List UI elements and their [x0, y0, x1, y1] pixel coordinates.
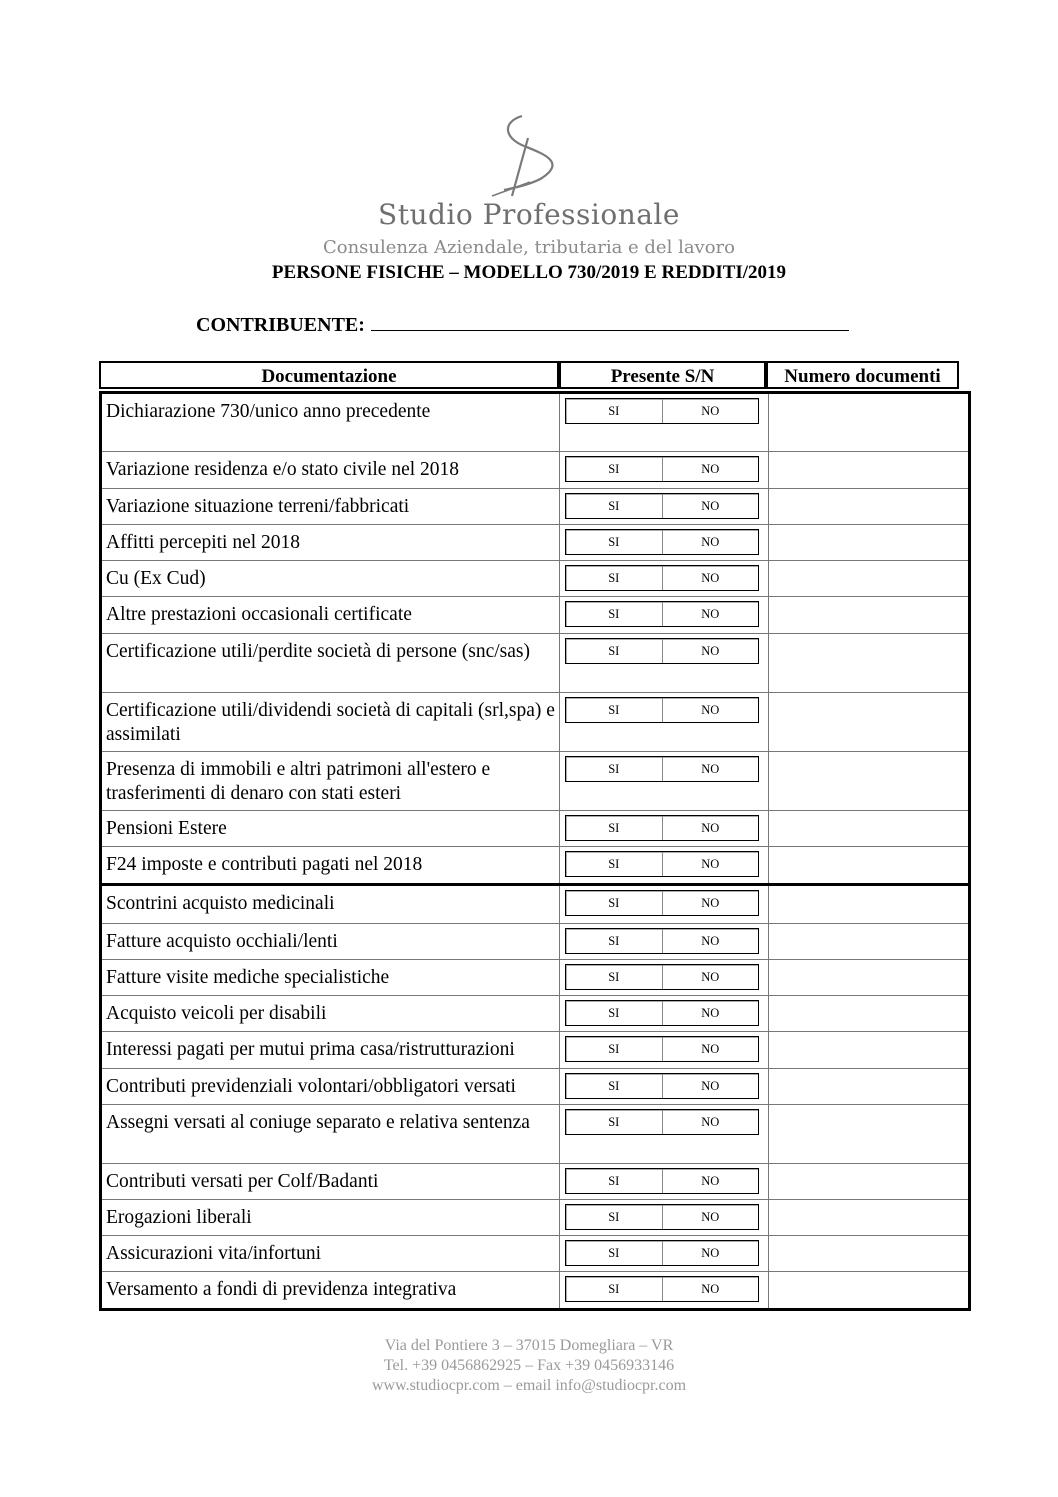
numero-documenti-cell[interactable] — [769, 597, 968, 633]
no-option[interactable]: NO — [701, 1174, 720, 1188]
no-option[interactable]: NO — [701, 1079, 720, 1093]
no-option[interactable]: NO — [701, 1042, 720, 1056]
si-no-selector — [565, 964, 759, 990]
document-label: Certificazione utili/dividendi società di capitali (srl,spa) e assimilati — [102, 693, 560, 751]
document-label: Cu (Ex Cud) — [102, 561, 560, 596]
presente-cell — [560, 752, 769, 810]
presente-cell — [560, 525, 769, 560]
no-option[interactable]: NO — [701, 1115, 720, 1129]
si-option[interactable]: SI — [566, 757, 663, 781]
table-row — [102, 1104, 968, 1163]
document-label: Affitti percepiti nel 2018 — [102, 525, 560, 560]
document-label: Scontrini acquisto medicinali — [102, 886, 560, 923]
document-label: Assegni versati al coniuge separato e relativa sentenza — [102, 1105, 560, 1163]
no-option[interactable]: NO — [701, 1282, 720, 1296]
si-no-selector — [565, 398, 759, 424]
si-no-selector — [565, 638, 759, 664]
table-row — [102, 995, 968, 1031]
si-option[interactable]: SI — [566, 1001, 663, 1025]
no-option[interactable]: NO — [701, 462, 720, 476]
numero-documenti-cell[interactable] — [769, 960, 968, 995]
no-option[interactable]: NO — [701, 970, 720, 984]
document-title: PERSONE FISICHE – MODELLO 730/2019 E REDDITI/2019 — [271, 262, 787, 283]
table-group — [99, 886, 971, 1311]
studio-name: Studio Professionale — [378, 198, 680, 231]
si-option[interactable]: SI — [566, 602, 663, 626]
document-label: Dichiarazione 730/unico anno precedente — [102, 394, 560, 451]
no-option[interactable]: NO — [701, 607, 720, 621]
si-no-selector — [565, 1000, 759, 1026]
numero-documenti-cell[interactable] — [769, 847, 968, 883]
document-label: Pensioni Estere — [102, 811, 560, 846]
table-row — [102, 751, 968, 810]
si-option[interactable]: SI — [566, 639, 663, 663]
si-option[interactable]: SI — [566, 399, 663, 423]
table-row — [102, 1068, 968, 1104]
no-option[interactable]: NO — [701, 896, 720, 910]
si-no-selector — [565, 1168, 759, 1194]
studio-subtitle: Consulenza Aziendale, tributaria e del lavoro — [322, 237, 735, 258]
si-no-selector — [565, 928, 759, 954]
table-row — [102, 810, 968, 846]
no-option[interactable]: NO — [701, 934, 720, 948]
presente-cell — [560, 597, 769, 633]
document-label: Variazione situazione terreni/fabbricati — [102, 489, 560, 524]
no-option[interactable]: NO — [701, 535, 720, 549]
si-no-selector — [565, 756, 759, 782]
document-label: Contributi versati per Colf/Badanti — [102, 1164, 560, 1199]
document-label: Interessi pagati per mutui prima casa/ristrutturazioni — [102, 1032, 560, 1068]
si-no-selector — [565, 1204, 759, 1230]
no-option[interactable]: NO — [701, 762, 720, 776]
document-label: Presenza di immobili e altri patrimoni all'estero e trasferimenti di denaro con stati esteri — [102, 752, 560, 810]
footer — [0, 1336, 1058, 1396]
si-option[interactable]: SI — [566, 566, 663, 590]
presente-cell — [560, 561, 769, 596]
no-option[interactable]: NO — [701, 1006, 720, 1020]
no-option[interactable]: NO — [701, 499, 720, 513]
table-row — [102, 488, 968, 524]
numero-documenti-cell[interactable] — [769, 752, 968, 810]
table-row — [102, 1235, 968, 1271]
document-label: Fatture visite mediche specialistiche — [102, 960, 560, 995]
no-option[interactable]: NO — [701, 571, 720, 585]
table-row — [102, 923, 968, 959]
numero-documenti-cell[interactable] — [769, 996, 968, 1031]
table-row — [102, 692, 968, 751]
no-option[interactable]: NO — [701, 644, 720, 658]
table-row — [102, 560, 968, 596]
si-no-selector — [565, 815, 759, 841]
table-body — [99, 391, 971, 1311]
presente-cell — [560, 693, 769, 751]
document-label: Erogazioni liberali — [102, 1200, 560, 1235]
contribuente-input-line[interactable] — [371, 312, 849, 331]
documentation-table — [99, 361, 971, 1311]
numero-documenti-cell[interactable] — [769, 634, 968, 692]
presente-cell — [560, 847, 769, 883]
presente-cell — [560, 1032, 769, 1068]
numero-documenti-cell[interactable] — [769, 525, 968, 560]
document-label: Variazione residenza e/o stato civile nel 2018 — [102, 452, 560, 488]
si-option[interactable]: SI — [566, 1037, 663, 1061]
studio-logo — [484, 112, 578, 198]
si-no-selector — [565, 890, 759, 916]
numero-documenti-cell[interactable] — [769, 811, 968, 846]
si-no-selector — [565, 493, 759, 519]
document-label: Altre prestazioni occasionali certificate — [102, 597, 560, 633]
numero-documenti-cell[interactable] — [769, 452, 968, 488]
document-label: Assicurazioni vita/infortuni — [102, 1236, 560, 1271]
footer-phone: Tel. +39 0456862925 – Fax +39 0456933146 — [383, 1357, 675, 1374]
presente-cell — [560, 394, 769, 451]
si-option[interactable]: SI — [566, 891, 663, 915]
si-option[interactable]: SI — [566, 457, 663, 481]
document-label: F24 imposte e contributi pagati nel 2018 — [102, 847, 560, 883]
presente-cell — [560, 1164, 769, 1199]
contribuente-label: CONTRIBUENTE: — [196, 314, 365, 336]
table-row — [102, 1163, 968, 1199]
table-row — [102, 886, 968, 923]
numero-documenti-cell[interactable] — [769, 1236, 968, 1271]
table-row — [102, 1031, 968, 1068]
si-no-selector — [565, 1036, 759, 1062]
numero-documenti-cell[interactable] — [769, 924, 968, 959]
presente-cell — [560, 960, 769, 995]
document-label: Fatture acquisto occhiali/lenti — [102, 924, 560, 959]
si-no-selector — [565, 851, 759, 877]
numero-documenti-cell[interactable] — [769, 489, 968, 524]
si-option[interactable]: SI — [566, 965, 663, 989]
numero-documenti-cell[interactable] — [769, 1164, 968, 1199]
presente-cell — [560, 1200, 769, 1235]
column-header-numero: Numero documenti — [766, 361, 959, 389]
si-option[interactable]: SI — [566, 530, 663, 554]
no-option[interactable]: NO — [701, 703, 720, 717]
footer-web: www.studiocpr.com – email info@studiocpr.com — [371, 1377, 687, 1394]
si-no-selector — [565, 456, 759, 482]
numero-documenti-cell[interactable] — [769, 1200, 968, 1235]
si-no-selector — [565, 601, 759, 627]
column-header-presente: Presente S/N — [559, 361, 766, 389]
table-row — [102, 1271, 968, 1308]
presente-cell — [560, 1272, 769, 1308]
si-option[interactable]: SI — [566, 494, 663, 518]
presente-cell — [560, 886, 769, 923]
presente-cell — [560, 996, 769, 1031]
numero-documenti-cell[interactable] — [769, 1272, 968, 1308]
no-option[interactable]: NO — [701, 1210, 720, 1224]
presente-cell — [560, 452, 769, 488]
si-option[interactable]: SI — [566, 1205, 663, 1229]
table-row — [102, 959, 968, 995]
table-row — [102, 524, 968, 560]
si-option[interactable]: SI — [566, 1277, 663, 1301]
si-option[interactable]: SI — [566, 698, 663, 722]
numero-documenti-cell[interactable] — [769, 1069, 968, 1104]
numero-documenti-cell[interactable] — [769, 1032, 968, 1068]
si-option[interactable]: SI — [566, 1074, 663, 1098]
no-option[interactable]: NO — [701, 404, 720, 418]
si-no-selector — [565, 529, 759, 555]
si-no-selector — [565, 697, 759, 723]
numero-documenti-cell[interactable] — [769, 886, 968, 923]
footer-address: Via del Pontiere 3 – 37015 Domegliara – VR — [384, 1337, 674, 1354]
si-option[interactable]: SI — [566, 816, 663, 840]
presente-cell — [560, 634, 769, 692]
table-row — [102, 596, 968, 633]
numero-documenti-cell[interactable] — [769, 1105, 968, 1163]
table-row — [102, 451, 968, 488]
si-option[interactable]: SI — [566, 1110, 663, 1134]
no-option[interactable]: NO — [701, 1246, 720, 1260]
table-row — [102, 846, 968, 883]
si-option[interactable]: SI — [566, 929, 663, 953]
si-no-selector — [565, 565, 759, 591]
si-option[interactable]: SI — [566, 1169, 663, 1193]
si-option[interactable]: SI — [566, 1241, 663, 1265]
si-option[interactable]: SI — [566, 852, 663, 876]
table-row — [102, 394, 968, 451]
table-row — [102, 1199, 968, 1235]
numero-documenti-cell[interactable] — [769, 693, 968, 751]
presente-cell — [560, 1236, 769, 1271]
presente-cell — [560, 1069, 769, 1104]
contribuente-field — [196, 312, 849, 337]
numero-documenti-cell[interactable] — [769, 561, 968, 596]
document-label: Acquisto veicoli per disabili — [102, 996, 560, 1031]
table-header — [99, 361, 971, 391]
si-no-selector — [565, 1073, 759, 1099]
si-no-selector — [565, 1240, 759, 1266]
table-row — [102, 633, 968, 692]
document-label: Versamento a fondi di previdenza integrativa — [102, 1272, 560, 1308]
numero-documenti-cell[interactable] — [769, 394, 968, 451]
document-label: Contributi previdenziali volontari/obbligatori versati — [102, 1069, 560, 1104]
column-header-documentazione: Documentazione — [99, 361, 559, 389]
presente-cell — [560, 1105, 769, 1163]
si-no-selector — [565, 1109, 759, 1135]
no-option[interactable]: NO — [701, 857, 720, 871]
si-no-selector — [565, 1276, 759, 1302]
presente-cell — [560, 811, 769, 846]
table-group — [99, 391, 971, 886]
presente-cell — [560, 924, 769, 959]
presente-cell — [560, 489, 769, 524]
no-option[interactable]: NO — [701, 821, 720, 835]
document-label: Certificazione utili/perdite società di persone (snc/sas) — [102, 634, 560, 692]
